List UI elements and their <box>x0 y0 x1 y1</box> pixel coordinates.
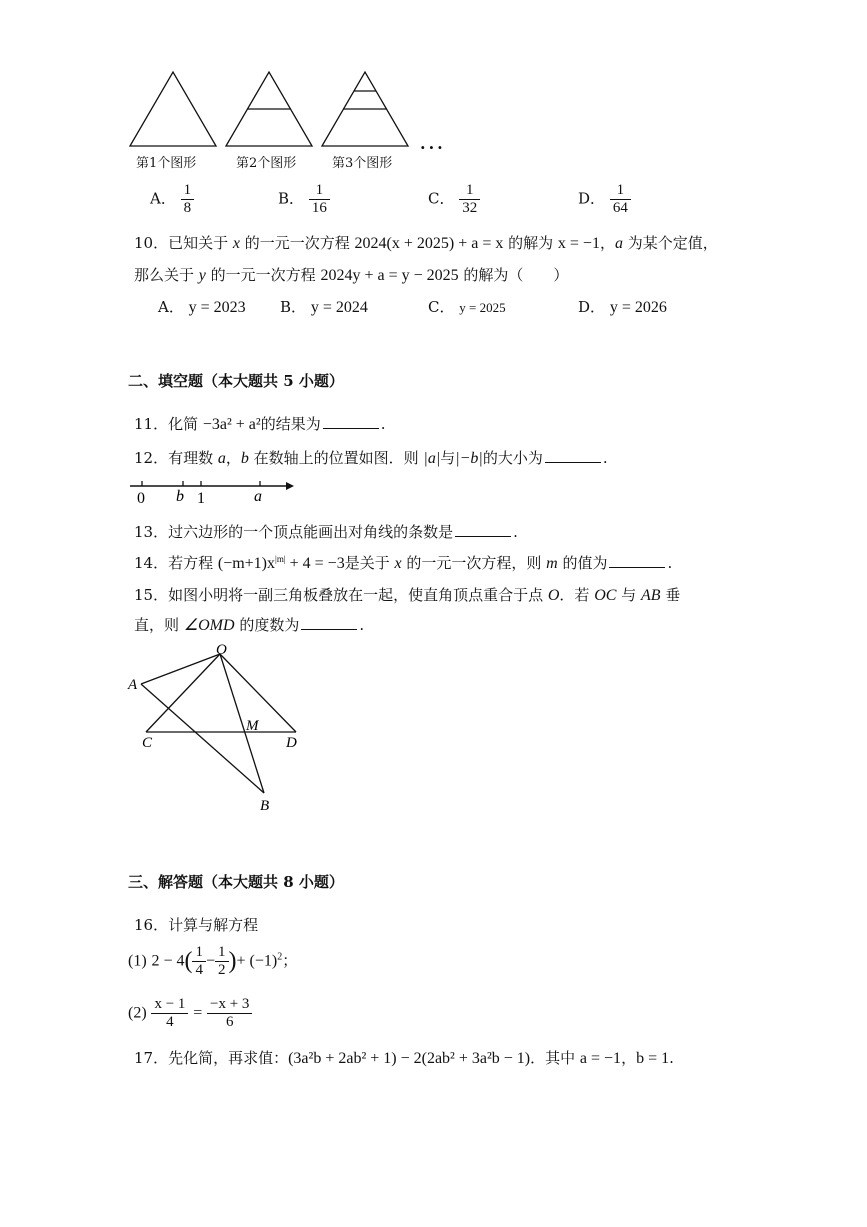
q9-option-b[interactable]: B． $\frac{1}{16}$ <box>278 182 330 217</box>
q11: 11．化简 −3a² + a²的结果为 . <box>134 415 386 433</box>
q12: 12．有理数 a，b 在数轴上的位置如图．则 |a|与|−b|的大小为 . <box>134 449 608 467</box>
fraction: $\frac{1}{32}$ <box>459 182 480 217</box>
q10-line2: 那么关于 y 的一元一次方程 2024y + a = y − 2025 的解为（ ） <box>134 266 569 284</box>
q9-option-d[interactable]: D． $\frac{1}{64}$ <box>578 182 631 217</box>
axis-label-a: a <box>254 488 262 505</box>
figure-caption-3: 第3个图形 <box>332 156 393 171</box>
answer-blank[interactable] <box>323 414 379 429</box>
figure-ellipsis: ... <box>420 134 446 153</box>
answer-blank[interactable] <box>545 448 601 463</box>
fraction: $\frac{1}{16}$ <box>309 182 330 217</box>
q17: 17．先化简，再求值：(3a²b + 2ab² + 1) − 2(2ab² + 3a²b − 1)．其中 a = −1，b = 1. <box>134 1049 674 1067</box>
point-label-M: M <box>246 718 259 734</box>
section-3-title: 三、解答题（本大题共 8 小题） <box>128 873 344 891</box>
answer-blank[interactable] <box>609 553 665 568</box>
figure-caption-2: 第2个图形 <box>236 156 297 171</box>
point-label-C: C <box>142 735 153 751</box>
answer-blank[interactable] <box>301 615 357 630</box>
q10-line1: 10．已知关于 x 的一元一次方程 2024(x + 2025) + a = x 的解为 x = −1，a 为某个定值， <box>134 234 718 252</box>
fraction: $\frac{1}{64}$ <box>610 182 631 217</box>
q13: 13．过六边形的一个顶点能画出对角线的条数是 . <box>134 523 518 541</box>
q10-option-a[interactable]: A． y = 2023 <box>158 298 246 316</box>
triangle-1 <box>130 72 216 146</box>
triangle-sequence-figure <box>120 66 420 152</box>
axis-label-0: 0 <box>137 490 145 506</box>
q15-line2: 直，则 ∠OMD 的度数为 . <box>134 616 365 634</box>
point-label-B: B <box>260 798 270 814</box>
number-line <box>126 474 296 506</box>
q14: 14．若方程 $(-m+1)x^{|m|} + 4 = -3$是关于 x 的一元一次方程，则 m 的值为 . <box>134 554 673 572</box>
triangle-2 <box>226 72 312 146</box>
q9-option-c[interactable]: C． $\frac{1}{32}$ <box>428 182 480 217</box>
q10-option-d[interactable]: D． y = 2026 <box>578 298 667 316</box>
q9-option-a[interactable]: A． $\frac{1}{8}$ <box>150 182 194 217</box>
q16-part2: (2) $\frac{x - 1}{4}$ = $\frac{-x + 3}{6}$ <box>128 996 252 1031</box>
point-label-D: D <box>286 735 297 751</box>
triangle-boards-figure <box>124 640 314 815</box>
fraction: $\frac{1}{8}$ <box>181 182 195 217</box>
section-2-title: 二、填空题（本大题共 5 小题） <box>128 372 344 390</box>
point-label-A: A <box>128 677 138 693</box>
q16-part1: (1) 2 − 4( $\frac{1}{4}$ − $\frac{1}{2}$ )+ $(-1)^2$； <box>128 944 298 978</box>
q10-option-b[interactable]: B． y = 2024 <box>280 298 368 316</box>
q10-option-c[interactable]: C． y = 2025 <box>428 298 506 316</box>
point-label-O: O <box>216 642 227 658</box>
axis-label-1: 1 <box>197 490 205 506</box>
triangle-3 <box>322 72 408 146</box>
q16-title: 16．计算与解方程 <box>134 916 259 934</box>
figure-caption-1: 第1个图形 <box>136 156 197 171</box>
axis-label-b: b <box>176 488 184 505</box>
q15-line1: 15．如图小明将一副三角板叠放在一起，使直角顶点重合于点 O．若 OC 与 AB 垂 <box>134 586 681 604</box>
answer-blank[interactable] <box>455 522 511 537</box>
